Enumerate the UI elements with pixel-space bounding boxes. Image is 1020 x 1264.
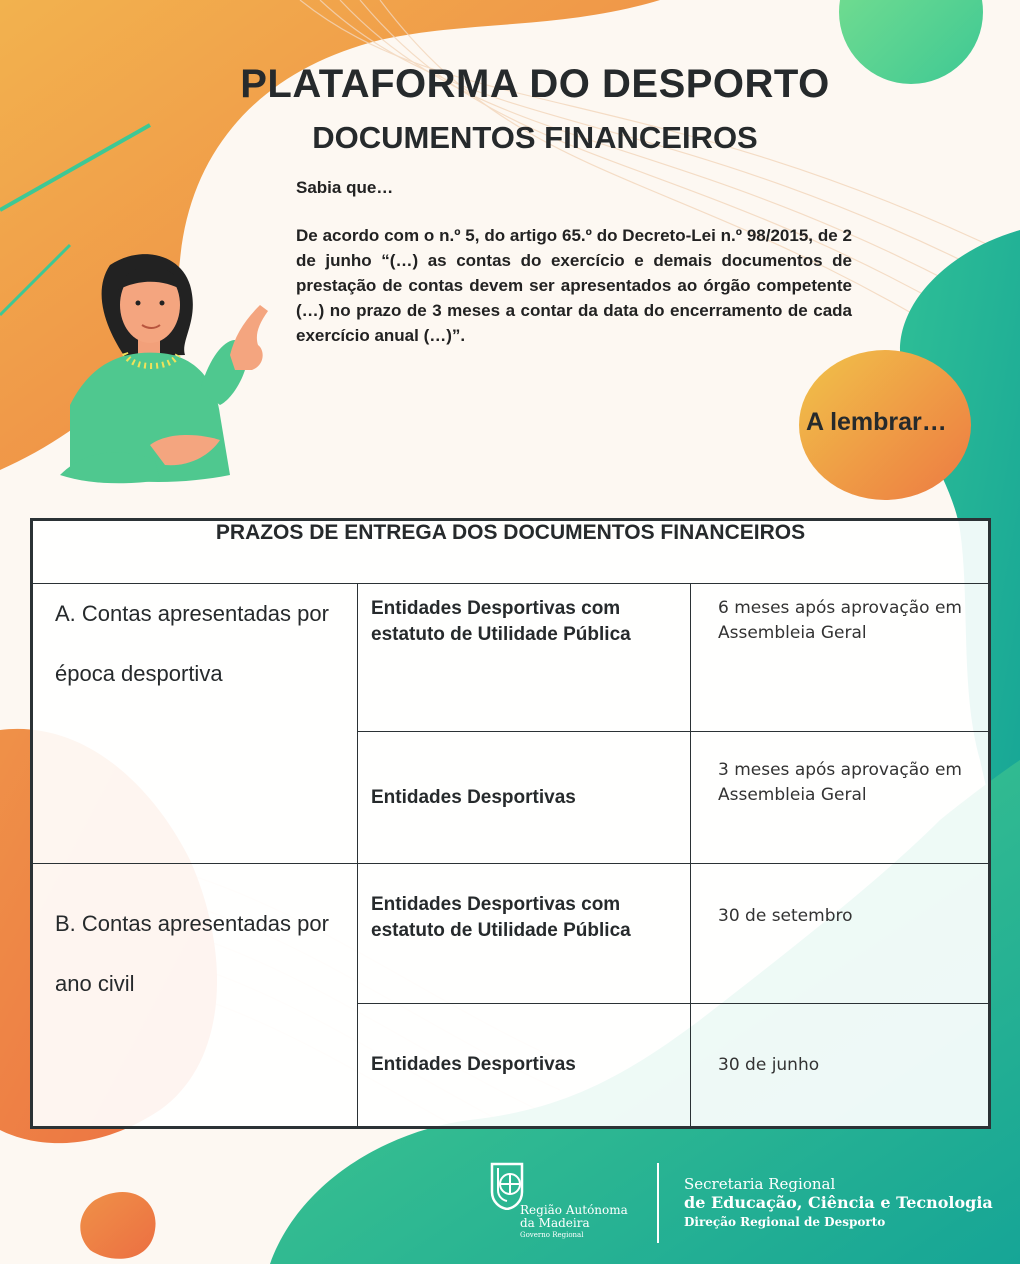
deadline-cell: 30 de setembro [691, 864, 990, 1004]
footer-divider [657, 1163, 659, 1243]
table-heading: PRAZOS DE ENTREGA DOS DOCUMENTOS FINANCEIROS [32, 520, 990, 584]
reminder-label: A lembrar… [806, 408, 947, 436]
entity-cell: Entidades Desportivas com estatuto de Utilidade Pública [358, 584, 691, 732]
group-label-b: B. Contas apresentadas por ano civil [32, 864, 358, 1128]
table-header-row [32, 520, 990, 584]
page-subtitle: DOCUMENTOS FINANCEIROS [312, 120, 758, 155]
secretariat-line3: Direção Regional de Desporto [684, 1215, 886, 1229]
region-name-line2: da Madeira [520, 1216, 590, 1230]
table-row [32, 864, 990, 1004]
region-name-line1: Região Autónoma [520, 1203, 628, 1217]
table-row [32, 584, 990, 732]
entity-cell: Entidades Desportivas [358, 732, 691, 864]
page-title: PLATAFORMA DO DESPORTO [240, 62, 830, 106]
deadlines-table [30, 518, 991, 1129]
group-label-a: A. Contas apresentadas por época desportiva [32, 584, 358, 864]
woman-pointing-illustration [30, 245, 290, 515]
deadline-cell: 3 meses após aprovação em Assembleia Geral [691, 732, 990, 864]
secretariat-line1: Secretaria Regional [684, 1175, 836, 1193]
secretariat-line2: de Educação, Ciência e Tecnologia [684, 1193, 993, 1212]
entity-cell: Entidades Desportivas com estatuto de Utilidade Pública [358, 864, 691, 1004]
deadline-cell: 6 meses após aprovação em Assembleia Geral [691, 584, 990, 732]
region-logo-block [488, 1160, 648, 1246]
intro-body: De acordo com o n.º 5, do artigo 65.º do Decreto-Lei n.º 98/2015, de 2 de junho “(…) as contas do exercício e demais documentos de prestação de contas devem ser apresentados ao órgão competente (…) no prazo de 3 meses a contar da data do encerramento de cada exercício anual (…)”. [296, 226, 852, 345]
deadline-cell: 30 de junho [691, 1004, 990, 1128]
intro-heading: Sabia que… [296, 178, 394, 197]
region-name-line3: Governo Regional [520, 1231, 584, 1239]
entity-cell: Entidades Desportivas [358, 1004, 691, 1128]
